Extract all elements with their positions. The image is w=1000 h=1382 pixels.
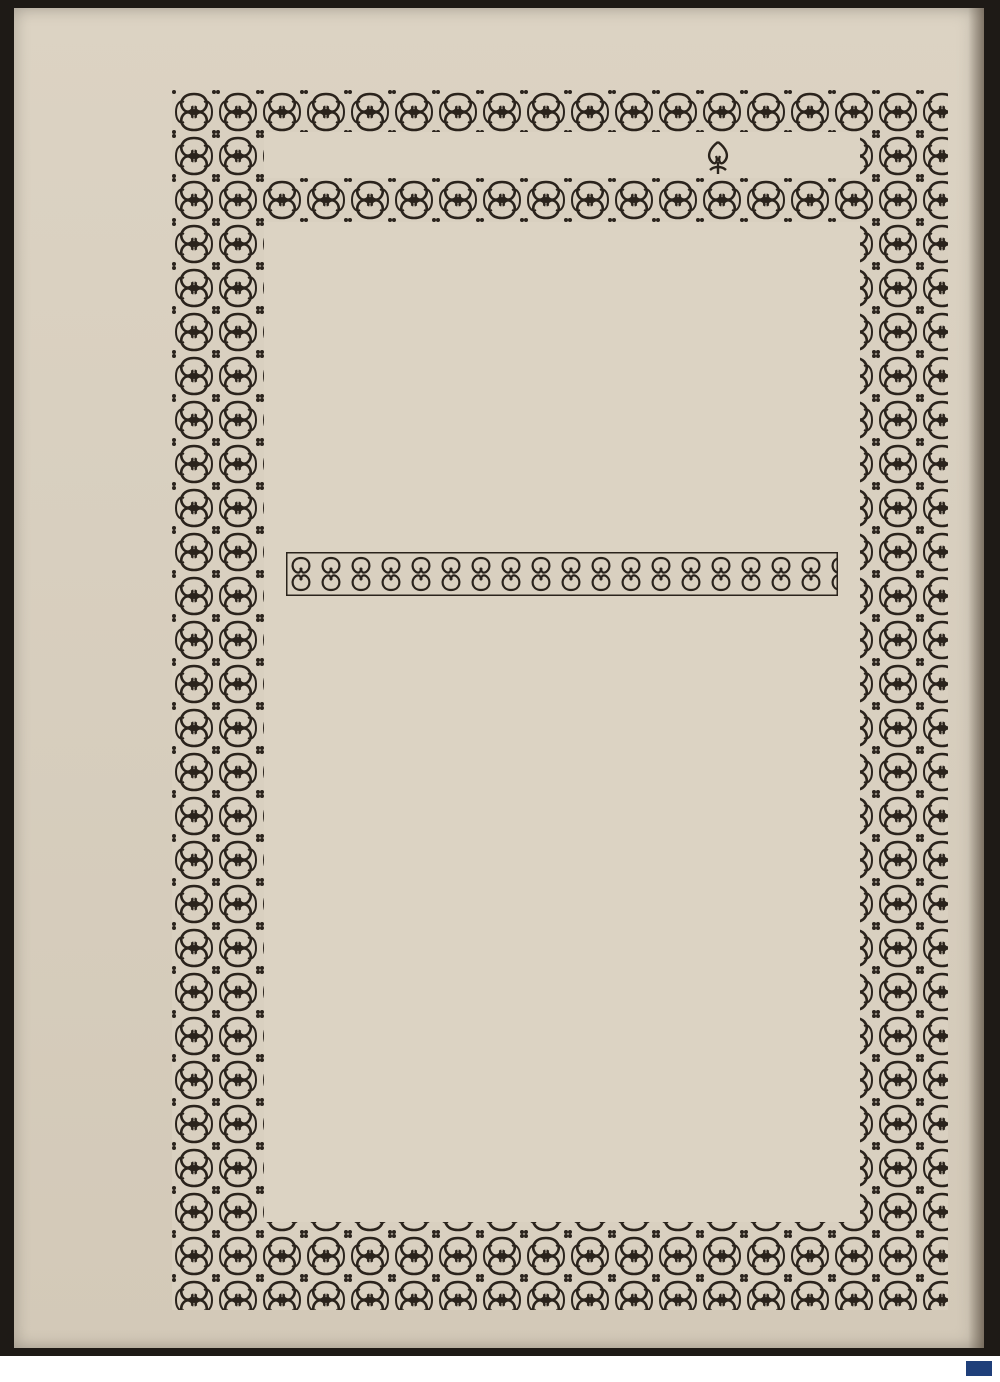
text-area [264, 222, 860, 1222]
fleuron-icon [698, 140, 738, 176]
running-head-panel [264, 132, 860, 178]
footer-bar [0, 1356, 1000, 1382]
page-edge-shadow [968, 8, 984, 1348]
dfg-logo [966, 1361, 992, 1376]
ornament-band-icon [286, 552, 838, 596]
